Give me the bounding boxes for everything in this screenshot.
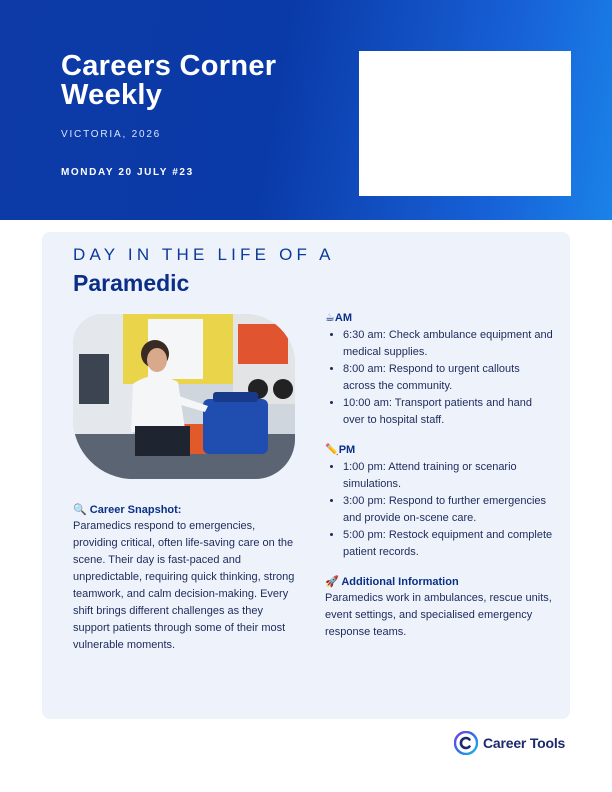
pm-list: [325, 459, 555, 561]
paramedic-photo: [73, 314, 295, 479]
newsletter-title: Careers Corner Weekly: [61, 50, 277, 111]
pm-heading: ✏️PM: [325, 443, 356, 456]
am-section: [325, 311, 555, 429]
location-label: VICTORIA, 2026: [61, 129, 162, 140]
header-banner: [0, 0, 612, 220]
section-kicker: DAY IN THE LIFE OF A: [73, 245, 335, 264]
list-item: • 6:30 am: Check ambulance equipment and medical supplies.: [343, 327, 555, 361]
additional-heading: 🚀 Additional Information: [325, 575, 459, 588]
issue-date: MONDAY 20 JULY #23: [61, 167, 194, 178]
am-list: [325, 327, 555, 429]
additional-body: Paramedics work in ambulances, rescue units, event settings, and specialised emergency response teams.: [325, 592, 552, 638]
list-item: • 8:00 am: Respond to urgent callouts across the community.: [343, 361, 555, 395]
schedule-column: [325, 311, 555, 641]
pencil-icon: ✏️: [325, 443, 339, 456]
list-item: • 1:00 pm: Attend training or scenario simulations.: [343, 459, 555, 493]
logo-text: Career Tools: [483, 735, 566, 751]
career-snapshot: [73, 503, 298, 654]
am-heading: ☕AM: [325, 311, 352, 324]
header-image-placeholder: [359, 51, 571, 196]
magnifier-icon: 🔍: [73, 503, 87, 516]
rocket-icon: 🚀: [325, 575, 339, 588]
list-item: • 3:00 pm: Respond to further emergencies and provide on-scene care.: [343, 493, 555, 527]
snapshot-body: Paramedics respond to emergencies, providing critical, often life-saving care on the scene. Their day is fast-paced and unpredictable, requiring quick thinking, strong teamwork, and calm decision-making. Every shift brings different challenges as they support patients through some of their most vulnerable moments.: [73, 520, 295, 651]
snapshot-heading: 🔍 Career Snapshot:: [73, 503, 182, 516]
pm-section: [325, 443, 555, 561]
career-tools-logo-icon: [454, 731, 478, 755]
list-item: • 5:00 pm: Restock equipment and complete patient records.: [343, 527, 555, 561]
career-tools-logo: [454, 731, 565, 755]
role-title: Paramedic: [73, 270, 190, 296]
coffee-icon: ☕: [325, 311, 335, 324]
additional-info-section: [325, 575, 555, 641]
list-item: • 10:00 am: Transport patients and hand over to hospital staff.: [343, 395, 555, 429]
